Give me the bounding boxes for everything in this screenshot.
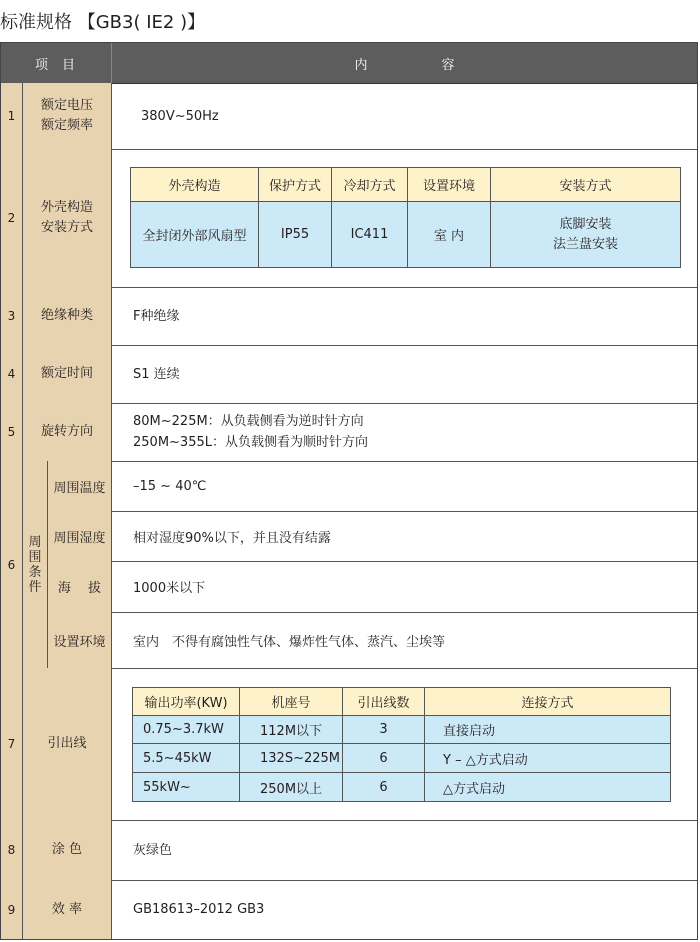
group-label-char: 条 xyxy=(28,564,42,580)
row-content: 380V~50Hz xyxy=(141,108,219,124)
sub-row-label: 海 拔 xyxy=(48,561,112,612)
row-number: 1 xyxy=(1,83,23,149)
housing-cell: 室 内 xyxy=(408,202,491,268)
spec-table xyxy=(0,42,698,940)
sub-row xyxy=(48,461,697,512)
row-number: 2 xyxy=(1,149,23,287)
table-row xyxy=(1,403,697,462)
row-label: 额定时间 xyxy=(23,345,112,403)
page-title: 标准规格 【GB3( IE2 )】 xyxy=(0,12,206,33)
housing-header: 设置环境 xyxy=(408,168,491,202)
housing-cell: 全封闭外部风扇型 xyxy=(131,202,259,268)
sub-row-content: –15 ~ 40℃ xyxy=(133,478,207,494)
row-label-line: 额定频率 xyxy=(40,118,93,133)
sub-row-label: 设置环境 xyxy=(48,612,112,668)
housing-table xyxy=(130,167,681,268)
row-number: 5 xyxy=(1,403,23,461)
leadwire-header: 机座号 xyxy=(240,688,343,716)
sub-row-label: 周围湿度 xyxy=(48,511,112,561)
leadwire-cell: 6 xyxy=(343,773,425,802)
header-content xyxy=(112,43,697,83)
housing-header: 外壳构造 xyxy=(131,168,259,202)
header-content-char-2: 容 xyxy=(441,57,455,73)
group-label-char: 件 xyxy=(28,579,42,595)
leadwire-header: 引出线数 xyxy=(343,688,425,716)
sub-row-content: 室内 不得有腐蚀性气体、爆炸性气体、蒸汽、尘埃等 xyxy=(133,634,446,650)
leadwire-cell: 5.5~45kW xyxy=(133,744,240,773)
row-content: GB18613–2012 GB3 xyxy=(133,902,265,917)
table-row xyxy=(1,83,697,150)
header-item: 项目 xyxy=(1,43,112,83)
row-label: 涂 色 xyxy=(23,820,112,880)
row-number: 6 xyxy=(1,461,23,668)
row-content: 灰绿色 xyxy=(133,842,173,858)
housing-mount-cell xyxy=(491,202,681,268)
table-row xyxy=(1,880,697,939)
leadwire-table xyxy=(132,687,671,802)
housing-header: 保护方式 xyxy=(259,168,332,202)
leadwire-cell: 55kW~ xyxy=(133,773,240,802)
leadwire-cell: 112M以下 xyxy=(240,716,343,744)
row-group-label xyxy=(23,461,48,668)
sub-row xyxy=(48,511,697,562)
header-content-char-1: 内 xyxy=(354,57,368,73)
row-label-line: 安装方式 xyxy=(40,220,93,235)
table-row xyxy=(1,668,697,821)
row-content: F种绝缘 xyxy=(133,308,180,324)
sub-row xyxy=(48,612,697,668)
group-label-char: 周 xyxy=(28,534,42,550)
mount-line: 底脚安装 xyxy=(559,216,612,232)
row-number: 9 xyxy=(1,880,23,939)
table-row xyxy=(1,287,697,346)
table-row xyxy=(1,461,697,669)
row-number: 4 xyxy=(1,345,23,403)
mount-line: 法兰盘安装 xyxy=(552,236,618,252)
leadwire-cell: 250M以上 xyxy=(240,773,343,802)
leadwire-header: 输出功率(KW) xyxy=(133,688,240,716)
row-label: 旋转方向 xyxy=(23,403,112,461)
row-label: 引出线 xyxy=(23,668,112,820)
sub-row-label: 周围温度 xyxy=(48,461,112,511)
sub-row-content: 1000米以下 xyxy=(133,581,206,596)
row-label xyxy=(23,83,112,149)
row-content: S1 连续 xyxy=(133,366,180,382)
row-label-line: 额定电压 xyxy=(40,98,93,113)
leadwire-header: 连接方式 xyxy=(425,688,671,716)
leadwire-cell: 直接启动 xyxy=(425,716,671,744)
row-number: 3 xyxy=(1,287,23,345)
leadwire-cell: 0.75~3.7kW xyxy=(133,716,240,744)
group-label-char: 围 xyxy=(28,549,42,565)
row-content-line: 250M~355L：从负载侧看为顺时针方向 xyxy=(133,435,368,450)
housing-header: 安装方式 xyxy=(491,168,681,202)
housing-header: 冷却方式 xyxy=(332,168,408,202)
row-label: 效 率 xyxy=(23,880,112,939)
row-content-line: 80M~225M：从负载侧看为逆时针方向 xyxy=(133,414,364,429)
leadwire-cell: 6 xyxy=(343,744,425,773)
housing-cell: IC411 xyxy=(332,202,408,268)
sub-row-content: 相对湿度90%以下，并且没有结露 xyxy=(133,530,331,546)
row-number: 8 xyxy=(1,820,23,880)
table-row xyxy=(1,149,697,288)
table-row xyxy=(1,345,697,404)
leadwire-cell: △方式启动 xyxy=(425,773,671,802)
leadwire-cell: Y – △方式启动 xyxy=(425,744,671,773)
sub-row xyxy=(48,561,697,613)
row-number: 7 xyxy=(1,668,23,820)
leadwire-cell: 132S~225M xyxy=(240,744,343,773)
table-header xyxy=(1,43,697,84)
row-label: 绝缘种类 xyxy=(23,287,112,345)
row-label-line: 外壳构造 xyxy=(40,200,93,215)
leadwire-cell: 3 xyxy=(343,716,425,744)
row-content xyxy=(112,403,697,461)
table-row xyxy=(1,820,697,881)
row-label xyxy=(23,149,112,287)
housing-cell: IP55 xyxy=(259,202,332,268)
